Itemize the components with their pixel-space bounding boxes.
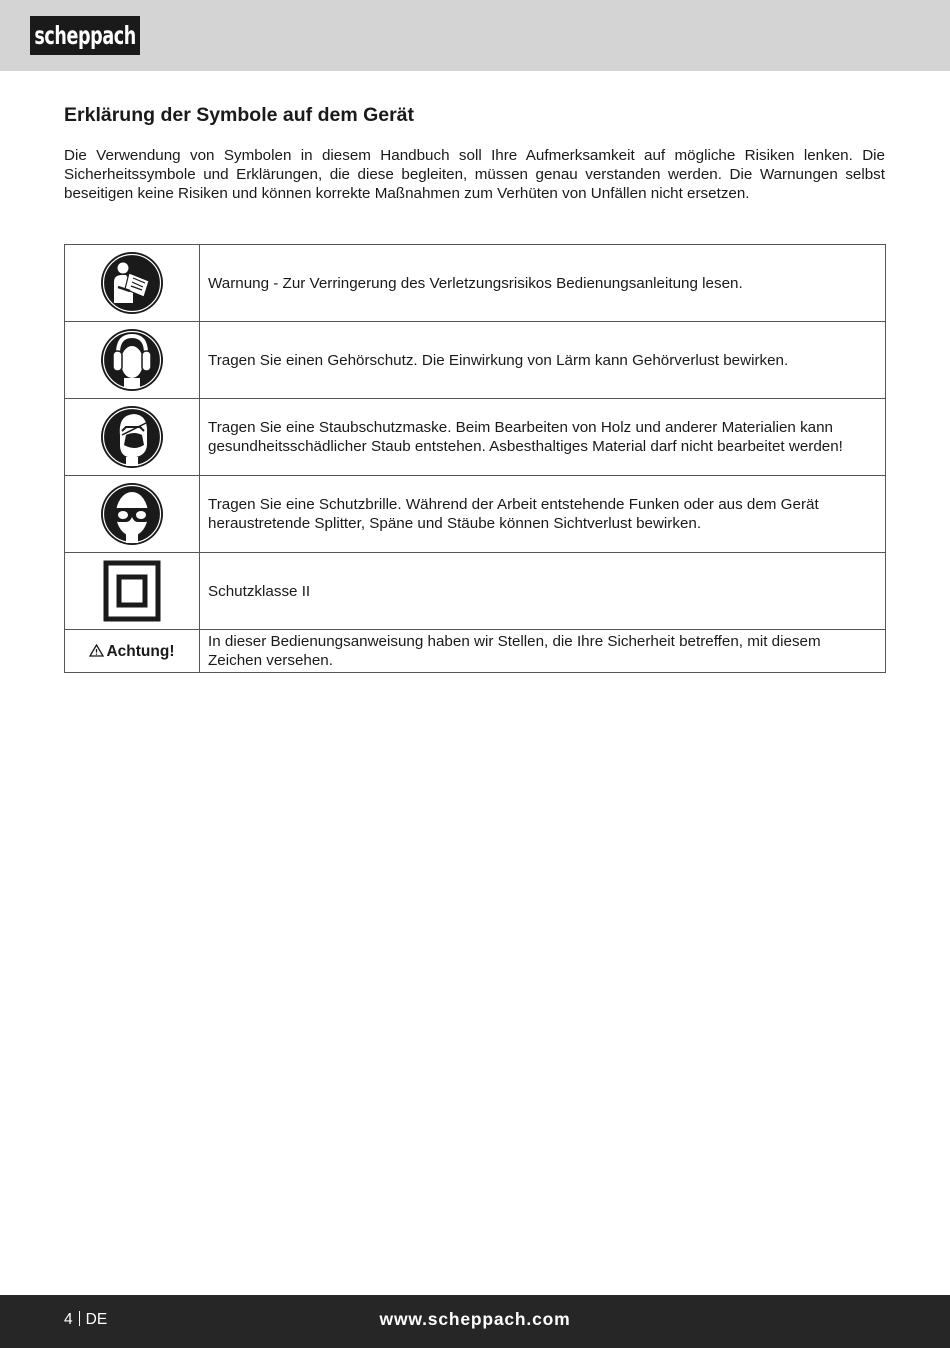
symbols-table xyxy=(64,244,886,673)
page-title: Erklärung der Symbole auf dem Gerät xyxy=(64,104,415,126)
table-row xyxy=(65,630,886,673)
page-number: 4 xyxy=(64,1311,73,1328)
achtung-label: Achtung! xyxy=(106,642,175,660)
page-footer xyxy=(0,1295,950,1348)
page-header xyxy=(0,0,950,71)
symbol-cell xyxy=(65,476,200,553)
intro-paragraph: Die Verwendung von Symbolen in diesem Handbuch soll Ihre Aufmerksamkeit auf mögliche Risiken lenken. Die Sicherheitssymbole und Erklärungen, die diese begleiten, müssen genau verstanden werden. Die Warnungen selbst beseitigen keine Risiken und können korrekte Maßnahmen zum Verhüten von Unfällen nicht ersetzen. xyxy=(64,147,885,202)
symbol-description: Tragen Sie eine Schutzbrille. Während der Arbeit entstehende Funken oder aus dem Gerät heraustretende Splitter, Späne und Stäube können Sichtverlust bewirken. xyxy=(200,476,886,553)
warning-triangle-icon xyxy=(89,644,104,657)
achtung-cell xyxy=(65,630,200,673)
symbol-description: Tragen Sie einen Gehörschutz. Die Einwirkung von Lärm kann Gehörverlust bewirken. xyxy=(200,322,886,399)
table-row xyxy=(65,476,886,553)
protection-class-ii-icon xyxy=(103,560,161,622)
table-row xyxy=(65,322,886,399)
table-row xyxy=(65,553,886,630)
website-url: www.scheppach.com xyxy=(379,1309,571,1329)
ear-protection-icon xyxy=(100,328,164,392)
scheppach-logo: scheppach xyxy=(30,16,140,55)
symbol-description: Tragen Sie eine Staubschutzmaske. Beim Bearbeiten von Holz und anderer Materialien kann gesundheitsschädlicher Staub entstehen. Asbesthaltiges Material darf nicht bearbeitet werden! xyxy=(200,399,886,476)
symbol-cell xyxy=(65,399,200,476)
symbol-description: Warnung - Zur Verringerung des Verletzungsrisikos Bedienungsanleitung lesen. xyxy=(200,245,886,322)
symbol-cell xyxy=(65,245,200,322)
dust-mask-icon xyxy=(100,405,164,469)
table-row xyxy=(65,399,886,476)
symbol-cell xyxy=(65,553,200,630)
symbol-description: Schutzklasse II xyxy=(200,553,886,630)
achtung-description: In dieser Bedienungsanweisung haben wir Stellen, die Ihre Sicherheit betreffen, mit diesem Zeichen versehen. xyxy=(200,630,886,673)
table-row xyxy=(65,245,886,322)
symbol-cell xyxy=(65,322,200,399)
language-code: DE xyxy=(85,1311,108,1328)
safety-goggles-icon xyxy=(100,482,164,546)
read-manual-icon xyxy=(100,251,164,315)
